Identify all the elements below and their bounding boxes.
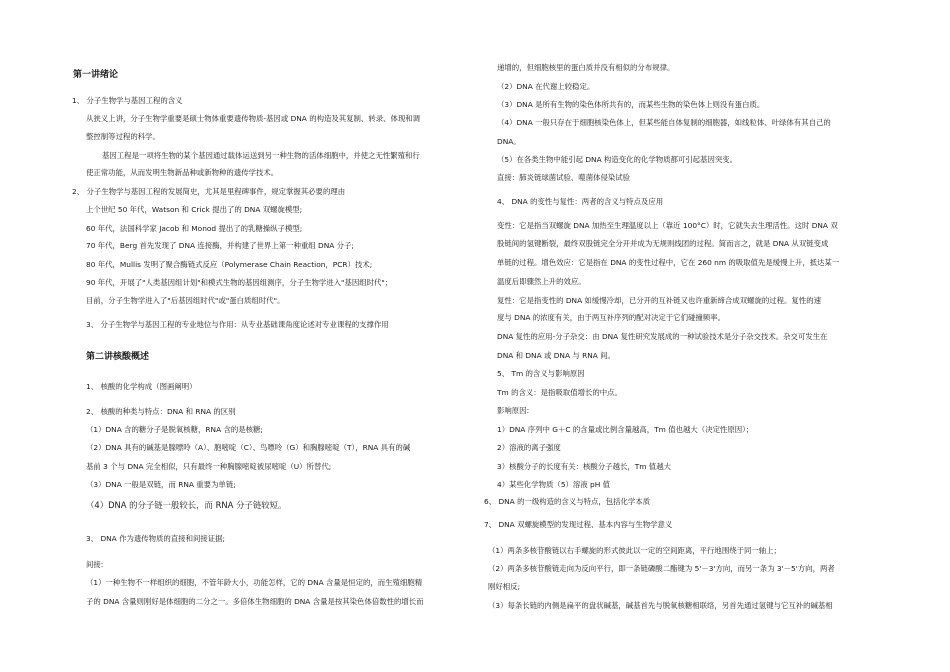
paragraph-line: 刚好相反;: [488, 582, 521, 591]
paragraph-line: 目前，分子生物学进入了"后基因组时代"或"蛋白质组时代"。: [86, 296, 285, 305]
paragraph-line: （3）DNA 一般是双链，而 RNA 重要为单链;: [86, 480, 236, 489]
section-heading: 1、 核酸的化学构成（图画阐明）: [86, 382, 197, 391]
paragraph-line: 1）DNA 序列中 G＋C 的含量或比例含量越高，Tm 值也越大（决定性原因）；: [497, 425, 754, 434]
paragraph-line: 90 年代，开展了"人类基因组计划"和模式生物的基因组测序，分子生物学进入"基因组时代"；: [86, 278, 393, 287]
paragraph-line: 股链间的氢键断裂，最终双股链完全分开并成为无规则线团的过程。简而言之，就是 DNA 从双链变成: [497, 239, 829, 248]
paragraph-line: Tm 的含义：是指吸取值增长的中点。: [497, 388, 622, 397]
paragraph-line: （3）DNA 是所有生物的染色体所共有的，而某些生物的染色体上则没有蛋白质。: [497, 100, 765, 109]
paragraph-line: 从狭义上讲，分子生物学重要是硕士物体重要遗传物质-基因或 DNA 的构造及其复制、转录、体现和调: [86, 114, 421, 123]
paragraph-line: 直接：肺炎链球菌试验、噬菌体侵染试验: [497, 173, 631, 182]
paragraph-line: 2）溶液的离子强度: [497, 443, 561, 452]
section-heading: 3、 DNA 作为遗传物质的直接和间接证据;: [86, 534, 226, 543]
section-heading: 2、 核酸的种类与特点：DNA 和 RNA 的区别: [86, 407, 236, 416]
paragraph-line: 间接:: [86, 560, 104, 569]
paragraph-line: （2）两条多核苷酸链走向为反向平行，即一条链磷酸二酯键为 5'－3'方向，而另一条为 3'－5'方向，两者: [488, 564, 835, 573]
paragraph-line: 基前 3 个与 DNA 完全相似，只有最终一种胸腺嘧啶被尿嘧啶（U）所替代;: [86, 462, 332, 471]
chapter-1-title: 第一讲绪论: [73, 70, 119, 80]
paragraph-line: 70 年代，Berg 首先发现了 DNA 连接酶，并构建了世界上第一种重组 DNA 分子;: [86, 241, 354, 250]
paragraph-line: DNA 复性的应用-分子杂交：由 DNA 复性研究发展成的一种试验技术是分子杂交技术。杂交可发生在: [497, 332, 828, 341]
paragraph-line: （1）两条多核苷酸链以右手螺旋的形式彼此以一定的空间距离，平行地围绕于同一轴上；: [488, 546, 781, 555]
paragraph-line: （1）DNA 含的糖分子是脱氧核糖，RNA 含的是核糖;: [86, 425, 263, 434]
section-heading: 4、 DNA 的变性与复性：两者的含义与特点及应用: [497, 197, 664, 206]
paragraph-line: DNA 和 DNA 或 DNA 与 RNA 间。: [497, 351, 615, 360]
paragraph-line: （3）每条长链的内侧是扁平的盘状碱基，碱基首先与脱氧核糖相联络，另首先通过氢键与它互补的碱基相: [488, 601, 833, 610]
paragraph-line: （4）DNA 的分子链一般较长，而 RNA 分子链较短。: [86, 500, 287, 510]
paragraph-line: 4）某些化学物质（5）溶液 pH 值: [497, 480, 611, 489]
paragraph-line: 单链的过程。增色效应：它是指在 DNA 的变性过程中，它在 260 nm 的吸取值先是缓慢上升，抵达某一: [497, 258, 840, 267]
paragraph-line: 复性：它是指变性的 DNA 如缓慢冷却，已分开的互补链又也许重新缔合成双螺旋的过程。复性的速: [497, 296, 821, 305]
chapter-2-title: 第二讲核酸概述: [86, 352, 150, 362]
section-heading: 3、 分子生物学与基因工程的专业地位与作用：从专业基础课角度论述对专业课程的支撑作用: [86, 320, 389, 329]
section-heading: 1、 分子生物学与基因工程的含义: [72, 96, 183, 105]
paragraph-line: 影响原因:: [497, 406, 530, 415]
section-heading: 5、 Tm 的含义与影响原因: [497, 369, 585, 378]
paragraph-line: 变性：它是指当双螺旋 DNA 加热至生理温度以上（靠近 100°C）时，它就失去生理活性。这时 DNA 双: [497, 221, 838, 230]
paragraph-line: 递增的，但细胞核里的蛋白质并没有相似的分布规律。: [497, 63, 675, 72]
paragraph-line: 上个世纪 50 年代，Watson 和 Crick 提出了的 DNA 双螺旋模型;: [86, 205, 303, 214]
paragraph-line: 60 年代，法国科学家 Jacob 和 Monod 提出了的乳糖操纵子模型;: [86, 224, 303, 233]
paragraph-line: 整控制等过程的科学。: [86, 132, 160, 141]
paragraph-line: 3）核酸分子的长度有关：核酸分子越长，Tm 值越大: [497, 462, 671, 471]
section-heading: 6、 DNA 的一级构造的含义与特点，包括化学本质: [484, 497, 651, 506]
paragraph-line: 温度后即骤然上升的效应。: [497, 277, 586, 286]
paragraph-line: （4）DNA 一般只存在于细胞核染色体上，但某些能自体复制的细胞器，如线粒体、叶绿体有其自己的: [497, 118, 831, 127]
section-heading: 2、 分子生物学与基因工程的发展简史，尤其是里程碑事件，规定掌握其必要的理由: [72, 187, 346, 196]
paragraph-line: （2）DNA 在代谢上较稳定。: [497, 82, 595, 91]
paragraph-line: 度与 DNA 的浓度有关，由于两互补序列的配对决定于它们碰撞频率。: [497, 313, 725, 322]
paragraph-line: （2）DNA 具有的碱基是腺嘌呤（A）、胞嘧啶（C）、鸟嘌呤（G）和胸腺嘧啶（T），RNA 具有的碱: [86, 443, 411, 452]
paragraph-line: 子的 DNA 含量则刚好是体细胞的二分之一。多倍体生物细胞的 DNA 含量是按其染色体倍数性的增长而: [86, 597, 424, 606]
paragraph-line: （5）在各类生物中能引起 DNA 构造变化的化学物质都可引起基因突变。: [497, 155, 738, 164]
paragraph-line: 基因工程是一项将生物的某个基因通过载体运送到另一种生物的活体细胞中，并使之无性繁殖和行: [102, 151, 420, 160]
paragraph-line: 80 年代，Mullis 发明了聚合酶链式反应（Polymerase Chain Reaction，PCR）技术;: [86, 260, 373, 269]
paragraph-line: 使正常功能，从而发明生物新品种或新物种的遗传学技术。: [86, 168, 279, 177]
paragraph-line: DNA。: [497, 137, 521, 146]
paragraph-line: （1）一种生物不一样组织的细胞，不管年龄大小，功能怎样，它的 DNA 含量是恒定的，而生殖细胞精: [86, 578, 423, 587]
section-heading: 7、 DNA 双螺旋模型的发现过程、基本内容与生物学意义: [484, 520, 673, 529]
